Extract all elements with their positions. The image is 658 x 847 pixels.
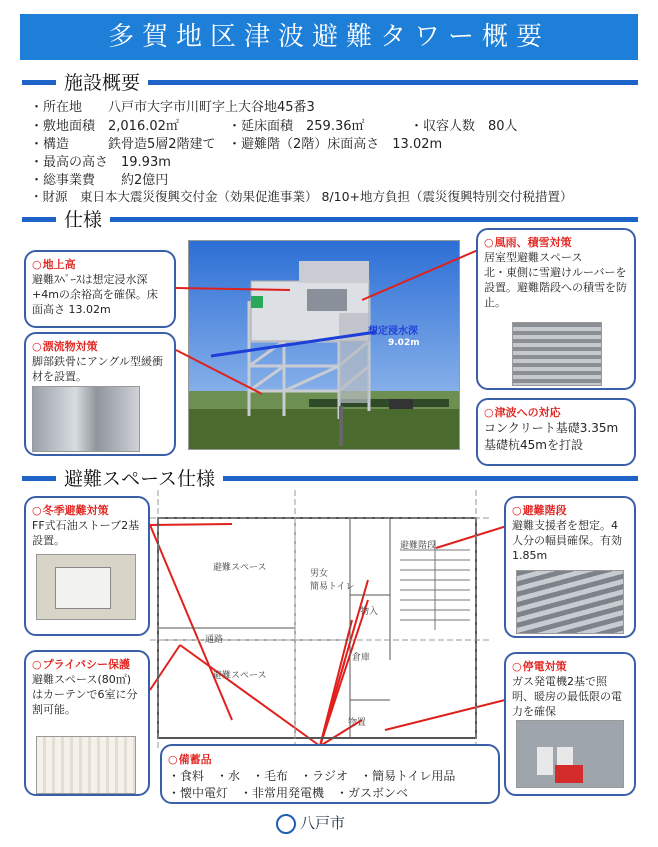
overview-funding: ・財源 東日本大震災復興交付金（効果促進事業） 8/10+地方負担（震災復興特別交付税措置） [30, 189, 573, 204]
plan-storage: 倉庫 [352, 653, 371, 663]
floor-plan [150, 490, 490, 750]
generator-photo [516, 720, 624, 788]
stairs-photo [516, 570, 624, 634]
section-title-spec: 仕様 [56, 205, 110, 232]
curtain-photo [36, 736, 136, 794]
overview-capacity: ・収容人数 80人 [410, 119, 518, 134]
stove-photo [36, 554, 136, 620]
callout-body: 脚部鉄骨にアングル型緩衝材を設置。 [32, 355, 164, 383]
callout-stockpile [160, 744, 500, 804]
callout-power [504, 652, 636, 796]
callout-debris [24, 332, 176, 456]
flood-depth-value: 9.02m [388, 338, 420, 348]
plan-corridor: 通路 [205, 635, 224, 645]
overview-location: ・所在地 八戸市大字市川町字上大谷地45番3 [30, 100, 315, 115]
plan-stairs: 避難階段 [400, 541, 437, 551]
callout-ground-height [24, 250, 176, 328]
callout-heading: ○ 備蓄品 [168, 751, 492, 768]
callout-wind-snow [476, 228, 636, 390]
callout-heading: ○ 停電対策 [512, 659, 628, 674]
callout-heading: ○ 冬季避難対策 [32, 503, 142, 518]
page-title: 多賀地区津波避難タワー概要 [20, 14, 638, 60]
callout-body: 避難スペース(80㎡)はカーテンで6室に分割可能。 [32, 673, 138, 716]
overview-floor-height: ・避難階（2階）床面高さ 13.02m [228, 137, 443, 152]
plan-toilet: 男女 簡易トイレ [310, 569, 355, 592]
callout-heading: ○ 避難階段 [512, 503, 628, 518]
callout-body: 居室型避難スペース [484, 251, 583, 264]
city-emblem-icon [276, 814, 296, 834]
callout-body: コンクリート基礎3.35m [484, 421, 619, 435]
callout-heading: ○ 地上高 [32, 257, 168, 272]
callout-body: ガス発電機2基で照明、暖房の最低限の電力を確保 [512, 675, 622, 718]
callout-body: FF式石油ストーブ2基設置。 [32, 519, 140, 547]
callout-winter [24, 496, 150, 636]
section-title-space: 避難スペース仕様 [56, 464, 223, 491]
callout-body: 避難支援者を想定。4人分の幅員確保。有効1.85m [512, 519, 622, 562]
louver-photo [512, 322, 602, 386]
plan-storage: 物置 [348, 718, 367, 728]
section-title-overview: 施設概要 [56, 68, 148, 95]
callout-body: 北・東側に雪避けルーバーを設置。避難階段への積雪を防止。 [484, 266, 627, 309]
flood-depth-label: 想定浸水深 [368, 326, 418, 337]
overview-floor-area: ・延床面積 259.36㎡ [228, 119, 365, 134]
plan-storage: 物入 [360, 607, 379, 617]
overview-cost: ・総事業費 約2億円 [30, 173, 169, 188]
overview-max-height: ・最高の高さ 19.93m [30, 155, 171, 170]
overview-site-area: ・敷地面積 2,016.02㎡ [30, 119, 179, 134]
callout-body: 基礎杭45mを打設 [484, 438, 583, 452]
footer-city-name: 八戸市 [300, 814, 346, 832]
callout-heading: ○ 漂流物対策 [32, 339, 168, 354]
overview-structure: ・構造 鉄骨造5層2階建て [30, 137, 216, 152]
callout-body: ・懐中電灯 ・非常用発電機 ・ガスボンベ [168, 786, 409, 800]
plan-room-2: 避難スペース [213, 671, 267, 681]
callout-body: ・食料 ・水 ・毛布 ・ラジオ ・簡易トイレ用品 [168, 769, 456, 783]
plan-room-1: 避難スペース [213, 563, 267, 573]
callout-stairs [504, 496, 636, 638]
debris-photo [32, 386, 140, 452]
callout-body: 避難ｽﾍﾟｰｽは想定浸水深+4mの余裕高を確保。床面高さ 13.02m [32, 273, 158, 316]
callout-privacy [24, 650, 150, 796]
callout-heading: ○ 風雨、積雪対策 [484, 235, 628, 250]
callout-heading: ○ 津波への対応 [484, 405, 628, 420]
callout-tsunami [476, 398, 636, 466]
callout-heading: ○ プライバシー保護 [32, 657, 142, 672]
